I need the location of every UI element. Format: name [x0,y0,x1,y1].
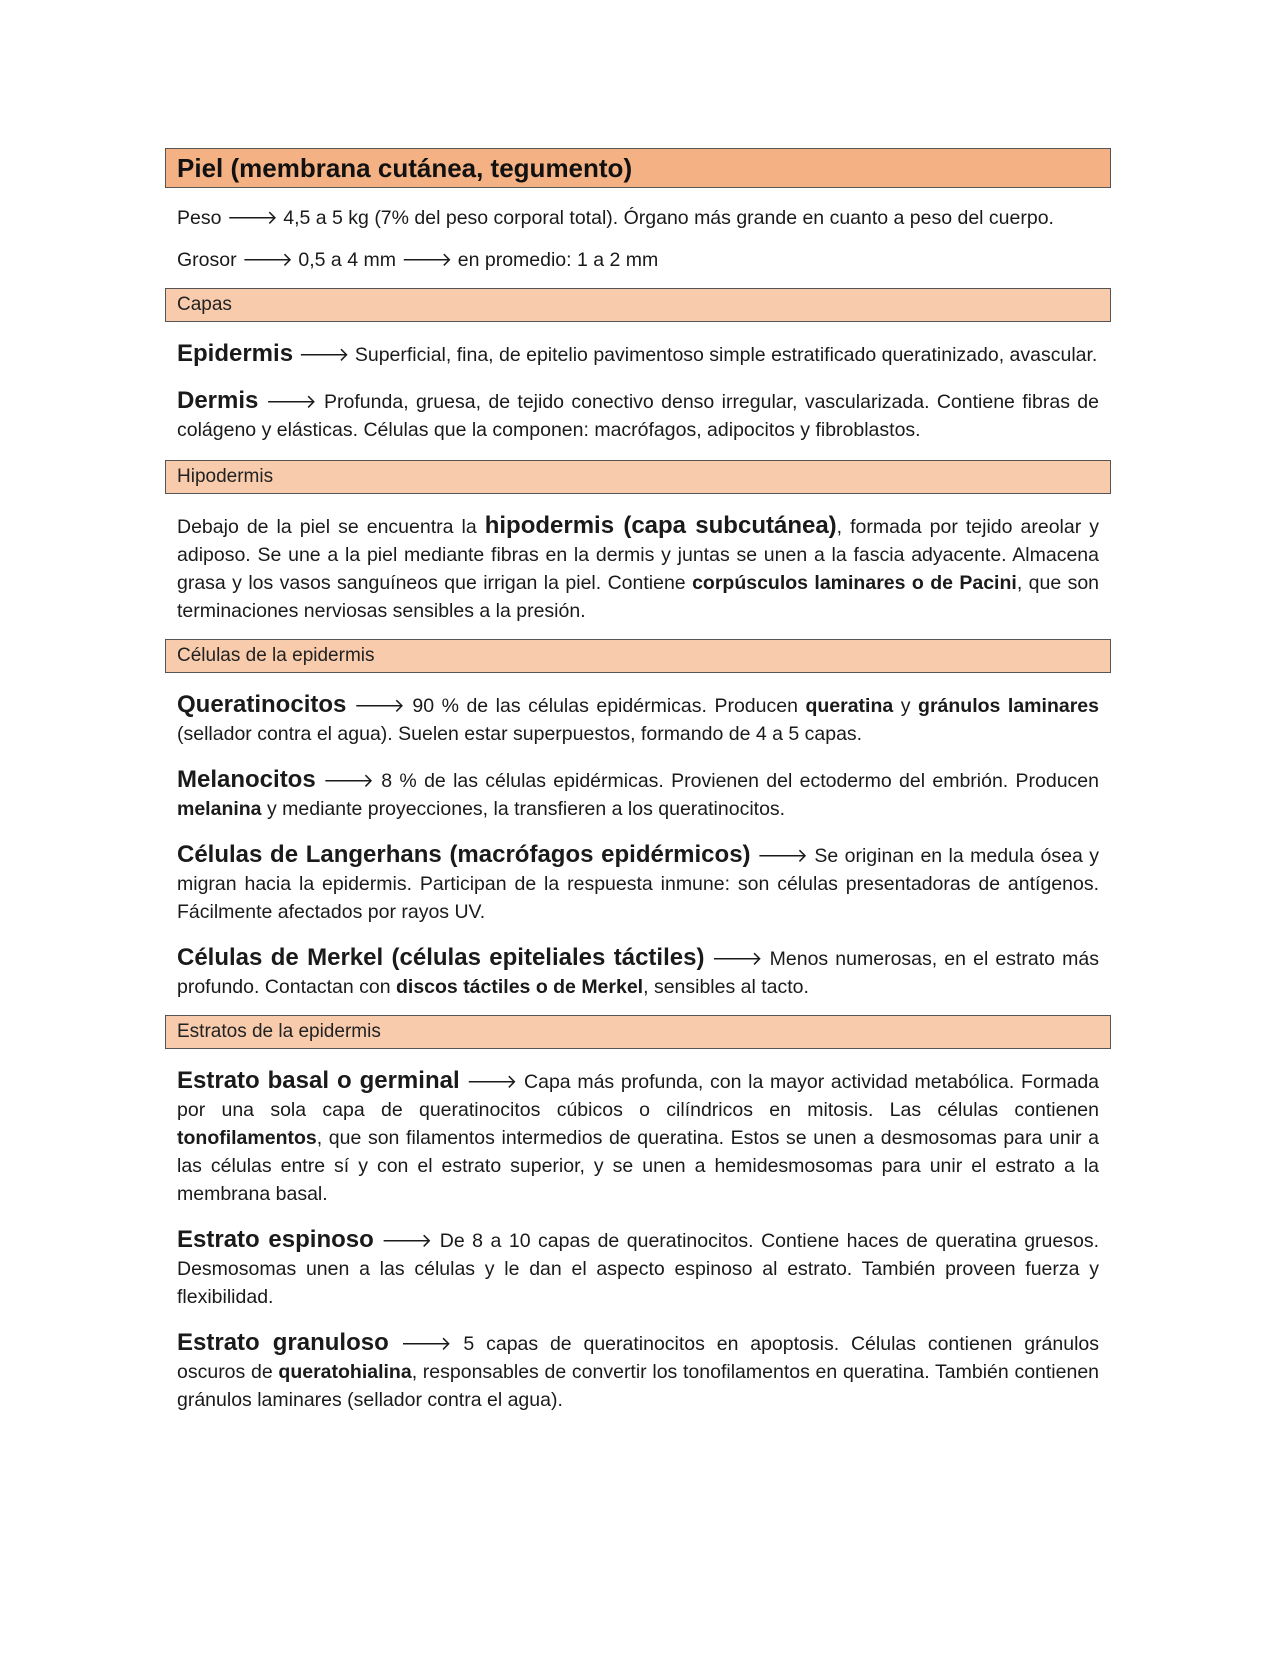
arrow-right-icon: 🡒 [242,249,293,271]
langerhans-paragraph [165,841,1111,926]
term-queratinocitos: Queratinocitos [177,691,347,718]
arrow-right-icon: 🡒 [381,1230,433,1252]
basal-text-1: Capa más profunda, con la mayor actividad metabólica. Formada por una sola capa de queratinocitos cúbicos o cilíndricos en mitosis. Las células contienen [177,1071,1100,1121]
dermis-text: Profunda, gruesa, de tejido conectivo denso irregular, vascularizada. Contiene fibras de colágeno y elásticas. Células que la componen: macrófagos, adipocitos y fibroblastos. [177,391,1099,441]
epidermis-text: Superficial, fina, de epitelio pavimentoso simple estratificado queratinizado, avascular. [354,344,1098,366]
melanocitos-bold: melanina [177,798,262,820]
arrow-right-icon: 🡒 [466,1071,518,1093]
arrow-right-icon: 🡒 [323,770,374,792]
arrow-right-icon: 🡒 [353,695,405,717]
granuloso-text-2: , responsables de convertir los tonofilamentos en queratina. También contienen gránulos laminares (sellador contra el agua). [177,1361,1100,1411]
arrow-right-icon: 🡒 [298,344,350,366]
queratinocitos-paragraph [165,691,1111,748]
grosor-text-2: en promedio: 1 a 2 mm [457,249,659,271]
term-epidermis: Epidermis [177,340,294,367]
grosor-line [165,246,1111,274]
title-banner [165,148,1111,188]
dermis-paragraph [165,387,1111,444]
melanocitos-paragraph [165,766,1111,823]
section-title: Células de la epidermis [177,645,375,666]
term-estrato-basal: Estrato basal o germinal [177,1067,460,1094]
section-header-capas [165,288,1111,322]
langerhans-text: Se originan en la medula ósea y migran hacia la epidermis. Participan de la respuesta inmune: son células presentadoras de antígenos. Fácilmente afectados por rayos UV. [177,845,1100,923]
epidermis-paragraph [165,340,1111,369]
section-title: Hipodermis [177,466,274,487]
granuloso-text-1: 5 capas de queratinocitos en apoptosis. Células contienen gránulos oscuros de [177,1333,1100,1383]
term-merkel: Células de Merkel (células epiteliales táctiles) [177,944,705,971]
section-header-estratos [165,1015,1111,1049]
queratinocitos-bold-2: gránulos laminares [918,695,1099,717]
merkel-text-2: , sensibles al tacto. [643,976,809,998]
arrow-right-icon: 🡒 [400,1333,452,1355]
grosor-text-1: 0,5 a 4 mm [298,249,396,271]
arrow-right-icon: 🡒 [401,249,453,271]
section-title: Estratos de la epidermis [177,1021,381,1042]
melanocitos-text-1: 8 % de las células epidérmicas. Provienen del ectodermo del embrión. Producen [381,770,1100,792]
espinoso-text: De 8 a 10 capas de queratinocitos. Contiene haces de queratina gruesos. Desmosomas unen a las células y le dan el aspecto espinoso al estrato. También proveen fuerza y flexibilidad. [177,1230,1099,1308]
arrow-right-icon: 🡒 [265,391,317,413]
hipodermis-text-1: Debajo de la piel se encuentra la [177,516,477,538]
queratinocitos-text-3: (sellador contra el agua). Suelen estar superpuestos, formando de 4 a 5 capas. [177,723,863,745]
term-estrato-granuloso: Estrato granuloso [177,1329,389,1356]
term-langerhans: Células de Langerhans (macrófagos epidérmicos) [177,841,751,868]
merkel-paragraph [165,944,1111,1001]
term-melanocitos: Melanocitos [177,766,316,793]
section-header-hipodermis [165,460,1111,494]
merkel-text-1: Menos numerosas, en el estrato más profundo. Contactan con [177,948,1099,998]
basal-text-2: , que son filamentos intermedios de queratina. Estos se unen a desmosomas para unir a las células entre sí y con el estrato superior, y se unen a hemidesmosomas para unir el estrato a la membrana basal. [177,1127,1099,1205]
merkel-bold: discos táctiles o de Merkel [396,976,644,998]
peso-label: Peso [177,207,222,229]
arrow-right-icon: 🡒 [226,207,278,229]
section-header-celulas [165,639,1111,673]
queratinocitos-text-1: 90 % de las células epidérmicas. Producen [412,695,798,717]
basal-paragraph [165,1067,1111,1208]
arrow-right-icon: 🡒 [756,845,808,867]
queratinocitos-bold-1: queratina [805,695,894,717]
term-estrato-espinoso: Estrato espinoso [177,1226,374,1253]
granuloso-bold: queratohialina [278,1361,412,1383]
term-dermis: Dermis [177,387,259,414]
hipodermis-text-2: , formada por tejido areolar y adiposo. Se une a la piel mediante fibras en la dermis y juntas se unen a la fascia adyacente. Almacena grasa y los vasos sanguíneos que irrigan la piel. Contiene [177,516,1099,594]
granuloso-paragraph [165,1329,1111,1414]
grosor-label: Grosor [177,249,237,271]
peso-text: 4,5 a 5 kg (7% del peso corporal total). Órgano más grande en cuanto a peso del cuerpo. [283,207,1054,229]
hipodermis-text-3: , que son terminaciones nerviosas sensibles a la presión. [177,572,1100,622]
document-page [165,148,1111,1414]
hipodermis-bold-1: hipodermis (capa subcutánea) [484,512,837,539]
espinoso-paragraph [165,1226,1111,1311]
section-title: Capas [177,294,232,315]
queratinocitos-text-2: y [900,695,911,717]
page-title: Piel (membrana cutánea, tegumento) [177,152,633,183]
hipodermis-paragraph [165,512,1111,625]
peso-line [165,204,1111,232]
arrow-right-icon: 🡒 [711,948,763,970]
melanocitos-text-2: y mediante proyecciones, la transfieren a los queratinocitos. [266,798,786,820]
basal-bold: tonofilamentos [177,1127,317,1149]
hipodermis-bold-2: corpúsculos laminares o de Pacini [692,572,1017,594]
